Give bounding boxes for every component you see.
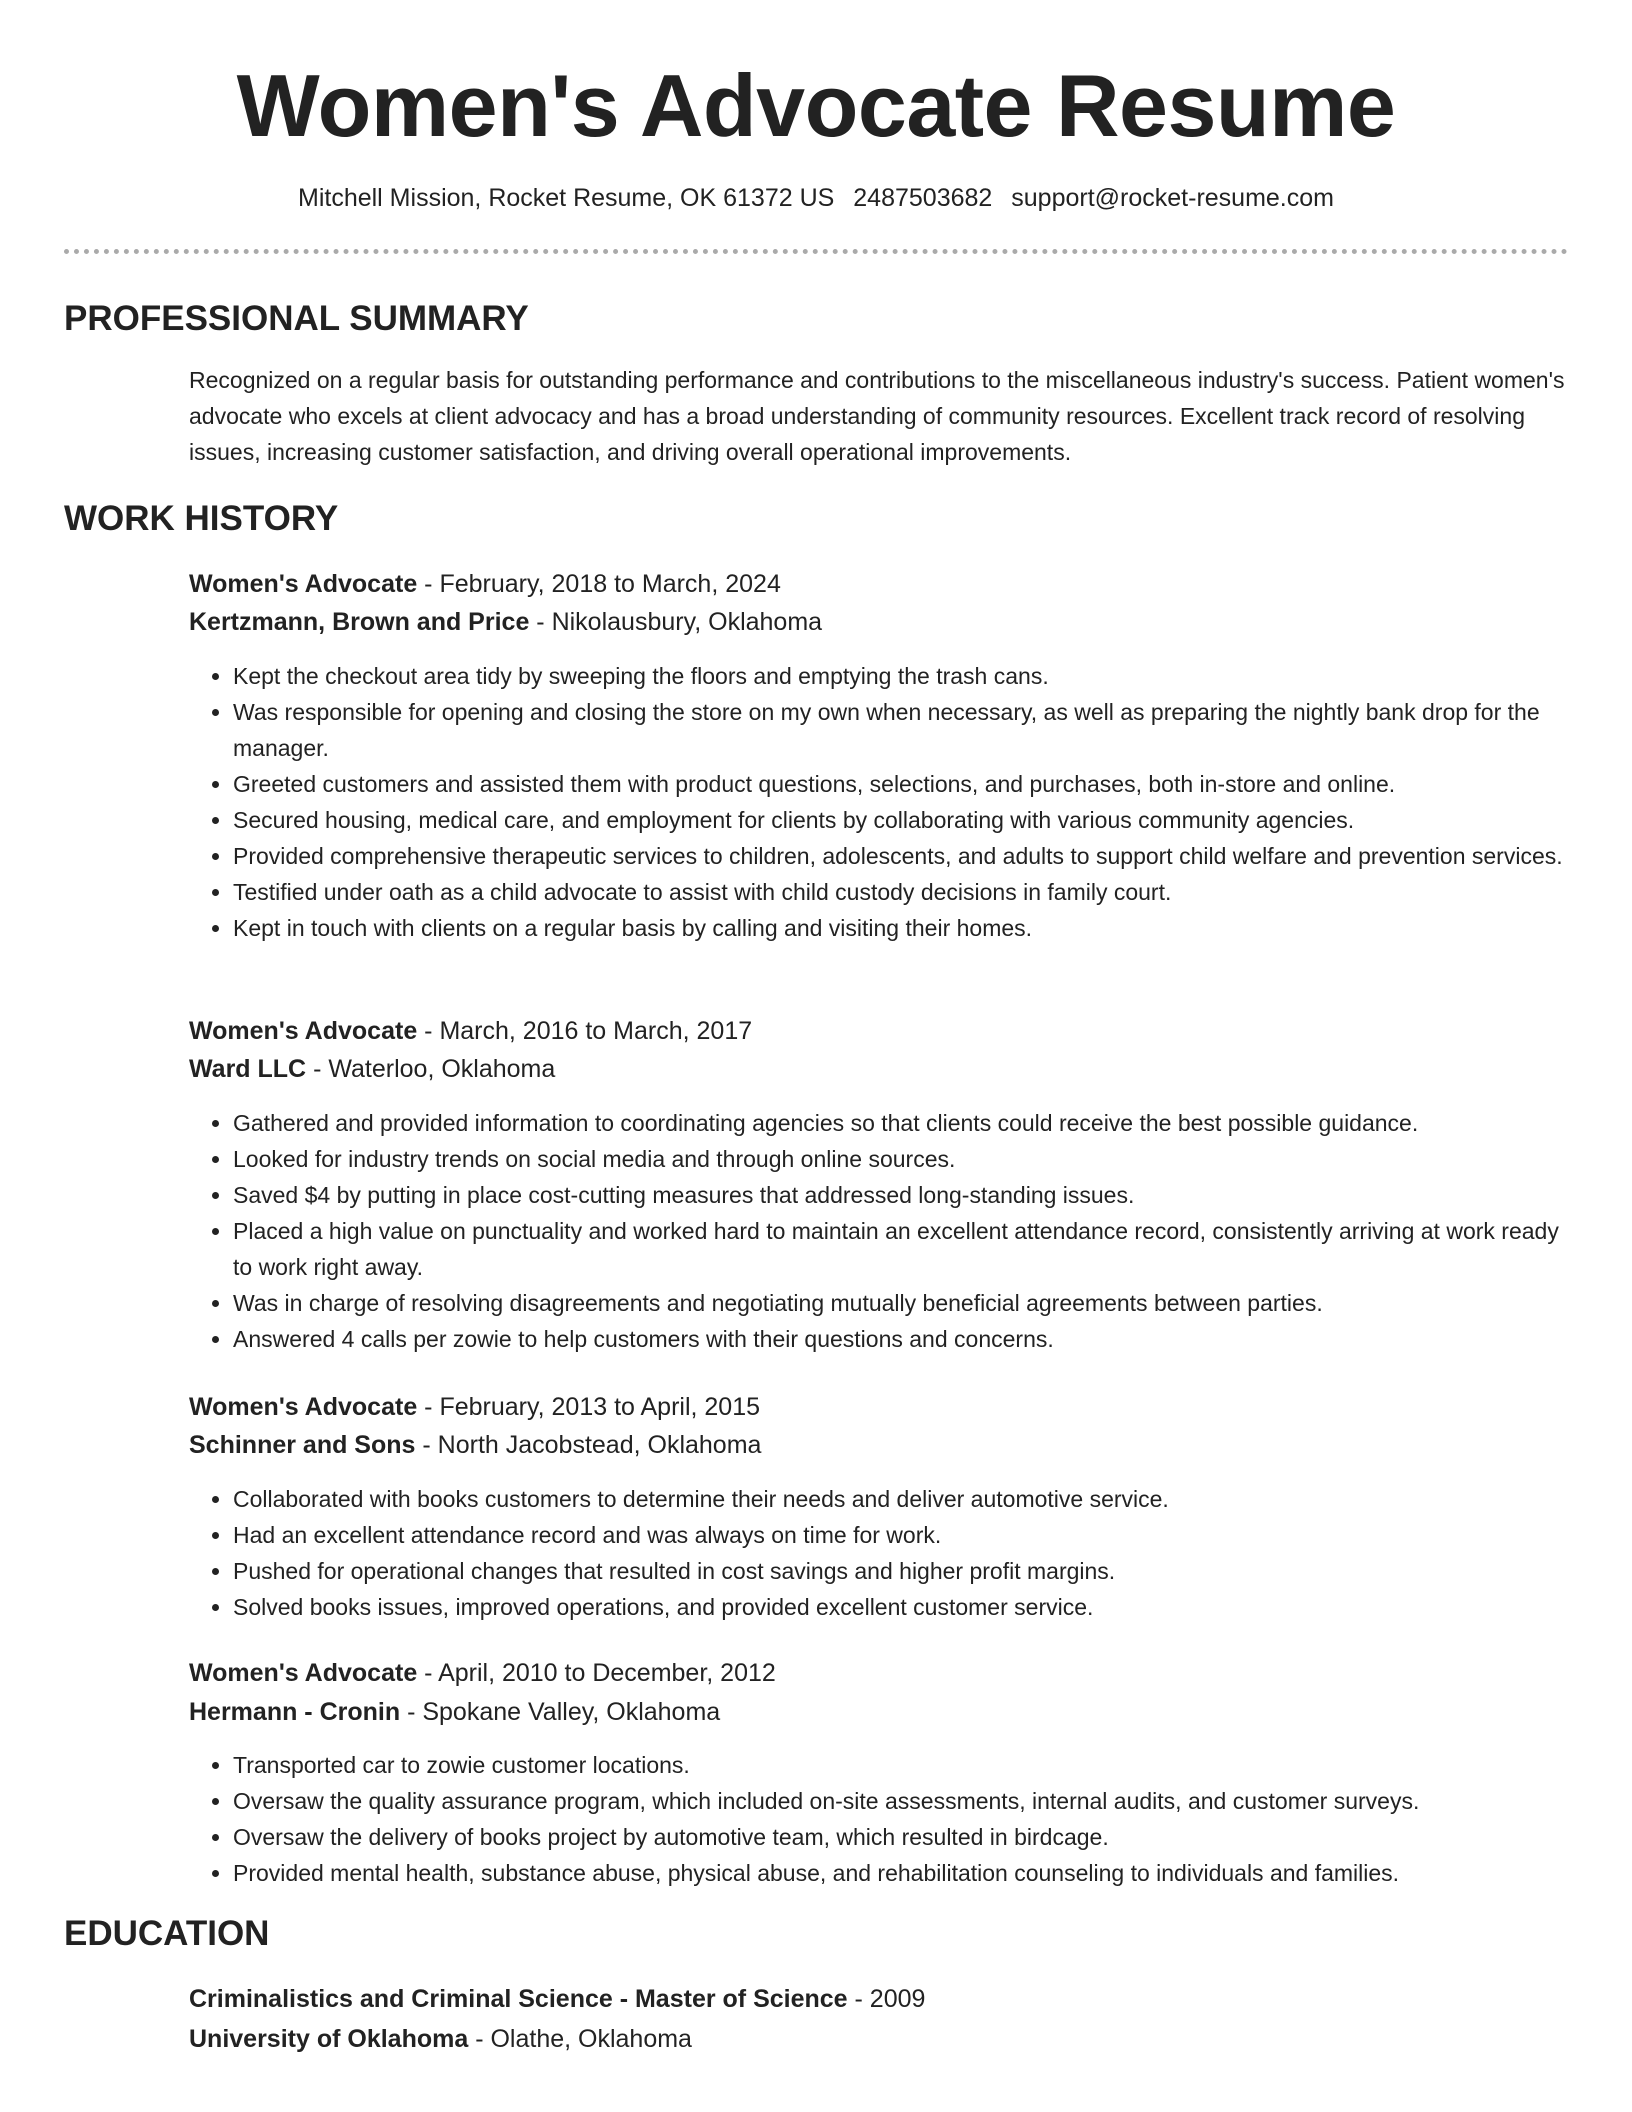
education-year: - 2009 <box>847 1985 926 2013</box>
job-title: Women's Advocate <box>189 1017 418 1045</box>
education-heading: EDUCATION <box>64 1914 270 1953</box>
education-school-line <box>189 2020 1569 2058</box>
list-item: • Secured housing, medical care, and employment for clients by collaborating with various community agencies. <box>233 802 1571 838</box>
list-item: • Provided mental health, substance abuse, physical abuse, and rehabilitation counseling to individuals and families. <box>233 1855 1571 1891</box>
job-location: - Spokane Valley, Oklahoma <box>400 1698 721 1726</box>
job-dates: - March, 2016 to March, 2017 <box>417 1017 753 1045</box>
job-company: Schinner and Sons <box>189 1431 416 1459</box>
list-item: • Solved books issues, improved operations, and provided excellent customer service. <box>233 1589 1571 1625</box>
job-location: - Waterloo, Oklahoma <box>306 1055 556 1083</box>
page-title: Women's Advocate Resume <box>236 56 1396 155</box>
education-location: - Olathe, Oklahoma <box>468 2025 692 2053</box>
list-item: • Placed a high value on punctuality and worked hard to maintain an excellent attendance record, consistently arriving at work ready to work right away. <box>233 1213 1571 1285</box>
job-title-line <box>189 565 1569 603</box>
job-company: Ward LLC <box>189 1055 307 1083</box>
list-item: • Had an excellent attendance record and was always on time for work. <box>233 1517 1571 1553</box>
summary-heading: PROFESSIONAL SUMMARY <box>64 299 529 338</box>
job-bullets <box>189 1481 1571 1625</box>
list-item: • Was in charge of resolving disagreements and negotiating mutually beneficial agreements between parties. <box>233 1285 1571 1321</box>
job-title: Women's Advocate <box>189 1393 418 1421</box>
job-dates: - February, 2013 to April, 2015 <box>417 1393 761 1421</box>
list-item: • Gathered and provided information to coordinating agencies so that clients could receive the best possible guidance. <box>233 1105 1571 1141</box>
list-item: • Answered 4 calls per zowie to help customers with their questions and concerns. <box>233 1321 1571 1357</box>
list-item: • Provided comprehensive therapeutic services to children, adolescents, and adults to support child welfare and prevention services. <box>233 838 1571 874</box>
job-company-line <box>189 1693 1569 1731</box>
job-title-line <box>189 1012 1569 1050</box>
job-title: Women's Advocate <box>189 1659 418 1687</box>
education-school: University of Oklahoma <box>189 2025 469 2053</box>
list-item: • Saved $4 by putting in place cost-cutting measures that addressed long-standing issues. <box>233 1177 1571 1213</box>
list-item: • Oversaw the quality assurance program, which included on-site assessments, internal audits, and customer surveys. <box>233 1783 1571 1819</box>
job-title-line <box>189 1654 1569 1692</box>
education-degree: Criminalistics and Criminal Science - Master of Science <box>189 1985 848 2013</box>
job-location: - North Jacobstead, Oklahoma <box>415 1431 762 1459</box>
job-dates: - February, 2018 to March, 2024 <box>417 570 781 598</box>
job-company: Hermann - Cronin <box>189 1698 401 1726</box>
contact-email: support@rocket-resume.com <box>1011 184 1334 212</box>
job-dates: - April, 2010 to December, 2012 <box>417 1659 776 1687</box>
education-degree-line <box>189 1980 1569 2018</box>
job-location: - Nikolausbury, Oklahoma <box>529 608 823 636</box>
contact-address: Mitchell Mission, Rocket Resume, OK 61372 US <box>298 184 835 212</box>
list-item: • Collaborated with books customers to determine their needs and deliver automotive service. <box>233 1481 1571 1517</box>
job-company-line <box>189 1050 1569 1088</box>
job-bullets <box>189 1747 1571 1891</box>
header-divider <box>64 249 1568 254</box>
job-company-line <box>189 1426 1569 1464</box>
contact-phone: 2487503682 <box>853 184 993 212</box>
job-bullets <box>189 1105 1571 1357</box>
job-title-line <box>189 1388 1569 1426</box>
list-item: • Testified under oath as a child advocate to assist with child custody decisions in family court. <box>233 874 1571 910</box>
list-item: • Kept the checkout area tidy by sweeping the floors and emptying the trash cans. <box>233 658 1571 694</box>
summary-text: Recognized on a regular basis for outstanding performance and contributions to the miscellaneous industry's success. Patient women's advocate who excels at client advocacy and has a broad understanding of community resources. Excellent track record of resolving issues, increasing customer satisfaction, and driving overall operational improvements. <box>189 367 1565 465</box>
list-item: • Looked for industry trends on social media and through online sources. <box>233 1141 1571 1177</box>
list-item: • Greeted customers and assisted them with product questions, selections, and purchases, both in-store and online. <box>233 766 1571 802</box>
list-item: • Oversaw the delivery of books project by automotive team, which resulted in birdcage. <box>233 1819 1571 1855</box>
list-item: • Was responsible for opening and closing the store on my own when necessary, as well as preparing the nightly bank drop for the manager. <box>233 694 1571 766</box>
job-bullets <box>189 658 1571 946</box>
contact-line <box>0 180 1632 216</box>
job-company-line <box>189 603 1569 641</box>
list-item: • Kept in touch with clients on a regular basis by calling and visiting their homes. <box>233 910 1571 946</box>
job-title: Women's Advocate <box>189 570 418 598</box>
list-item: • Pushed for operational changes that resulted in cost savings and higher profit margins. <box>233 1553 1571 1589</box>
work-history-heading: WORK HISTORY <box>64 499 339 538</box>
job-company: Kertzmann, Brown and Price <box>189 608 530 636</box>
list-item: • Transported car to zowie customer locations. <box>233 1747 1571 1783</box>
